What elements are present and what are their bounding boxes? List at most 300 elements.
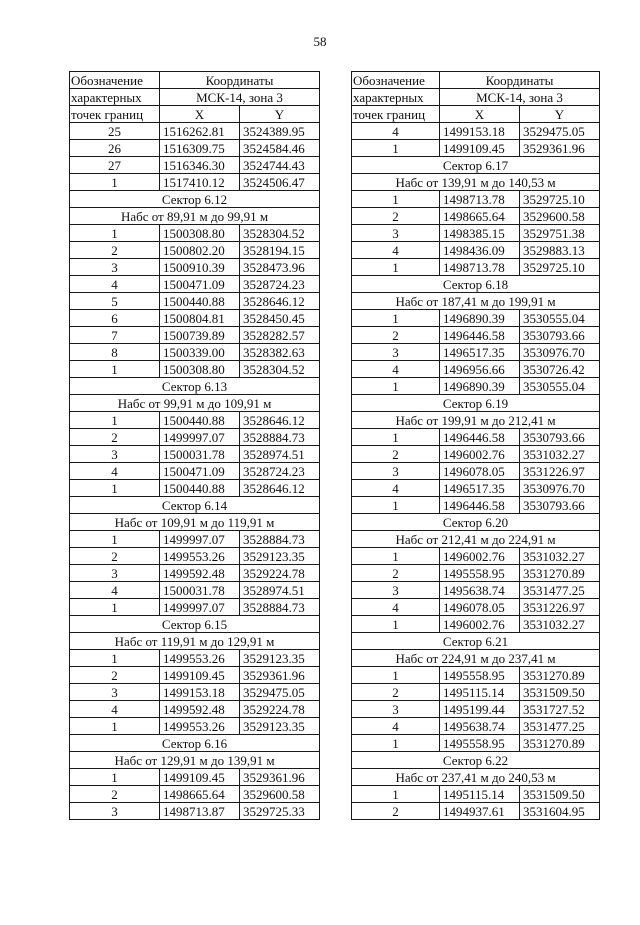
point-id-cell: 2 bbox=[70, 548, 160, 565]
y-coordinate-cell: 3531509.50 bbox=[520, 786, 600, 803]
table-body-left bbox=[70, 123, 320, 820]
point-id-cell: 1 bbox=[352, 735, 440, 752]
table-row bbox=[352, 667, 600, 684]
header-coordinates-line: МСК-14, зона 3 bbox=[160, 89, 320, 106]
y-coordinate-cell: 3528450.45 bbox=[240, 310, 320, 327]
sector-heading: Набс от 224,91 м до 237,41 м bbox=[352, 650, 600, 667]
x-coordinate-cell: 1496446.58 bbox=[440, 497, 520, 514]
table-row bbox=[70, 276, 320, 293]
y-coordinate-cell: 3530555.04 bbox=[520, 378, 600, 395]
table-row bbox=[352, 735, 600, 752]
y-coordinate-cell: 3530793.66 bbox=[520, 497, 600, 514]
header-label-line: Обозначение bbox=[352, 72, 440, 89]
point-id-cell: 4 bbox=[70, 276, 160, 293]
y-coordinate-cell: 3529475.05 bbox=[240, 684, 320, 701]
x-coordinate-cell: 1498713.78 bbox=[440, 191, 520, 208]
y-coordinate-cell: 3531032.27 bbox=[520, 616, 600, 633]
y-coordinate-cell: 3531509.50 bbox=[520, 684, 600, 701]
x-coordinate-cell: 1498713.78 bbox=[440, 259, 520, 276]
point-id-cell: 2 bbox=[352, 327, 440, 344]
table-body-right bbox=[352, 123, 600, 820]
x-coordinate-cell: 1499997.07 bbox=[160, 531, 240, 548]
y-coordinate-cell: 3528646.12 bbox=[240, 293, 320, 310]
table-row bbox=[352, 616, 600, 633]
point-id-cell: 1 bbox=[70, 769, 160, 786]
x-coordinate-cell: 1500440.88 bbox=[160, 480, 240, 497]
y-coordinate-cell: 3531270.89 bbox=[520, 667, 600, 684]
sector-heading: Сектор 6.12 bbox=[70, 191, 320, 208]
y-coordinate-cell: 3531270.89 bbox=[520, 735, 600, 752]
header-coordinates-line: МСК-14, зона 3 bbox=[440, 89, 600, 106]
y-coordinate-cell: 3528646.12 bbox=[240, 412, 320, 429]
y-coordinate-cell: 3524506.47 bbox=[240, 174, 320, 191]
point-id-cell: 1 bbox=[70, 361, 160, 378]
x-coordinate-cell: 1498665.64 bbox=[440, 208, 520, 225]
table-row bbox=[70, 293, 320, 310]
point-id-cell: 1 bbox=[352, 378, 440, 395]
sector-heading: Набс от 129,91 м до 139,91 м bbox=[70, 752, 320, 769]
x-coordinate-cell: 1495115.14 bbox=[440, 684, 520, 701]
point-id-cell: 1 bbox=[70, 412, 160, 429]
header-label-line: характерных bbox=[70, 89, 160, 106]
sector-heading-row bbox=[352, 157, 600, 174]
y-coordinate-cell: 3529725.10 bbox=[520, 191, 600, 208]
table-row bbox=[70, 650, 320, 667]
x-coordinate-cell: 1499592.48 bbox=[160, 565, 240, 582]
x-coordinate-cell: 1494937.61 bbox=[440, 803, 520, 820]
y-coordinate-cell: 3531727.52 bbox=[520, 701, 600, 718]
x-coordinate-cell: 1495558.95 bbox=[440, 565, 520, 582]
x-coordinate-cell: 1500802.20 bbox=[160, 242, 240, 259]
sector-heading-row bbox=[352, 412, 600, 429]
y-coordinate-cell: 3529475.05 bbox=[520, 123, 600, 140]
x-coordinate-cell: 1500308.80 bbox=[160, 225, 240, 242]
table-row bbox=[70, 718, 320, 735]
y-coordinate-cell: 3529725.10 bbox=[520, 259, 600, 276]
table-row bbox=[352, 344, 600, 361]
x-coordinate-cell: 1516346.30 bbox=[160, 157, 240, 174]
y-coordinate-cell: 3529361.96 bbox=[240, 667, 320, 684]
y-coordinate-cell: 3529883.13 bbox=[520, 242, 600, 259]
y-coordinate-cell: 3524389.95 bbox=[240, 123, 320, 140]
table-row bbox=[70, 225, 320, 242]
table-row bbox=[352, 123, 600, 140]
sector-heading: Сектор 6.19 bbox=[352, 395, 600, 412]
sector-heading: Набс от 139,91 м до 140,53 м bbox=[352, 174, 600, 191]
table-row bbox=[352, 548, 600, 565]
y-coordinate-cell: 3529361.96 bbox=[520, 140, 600, 157]
x-coordinate-cell: 1499109.45 bbox=[440, 140, 520, 157]
table-row bbox=[70, 701, 320, 718]
table-row bbox=[70, 531, 320, 548]
point-id-cell: 2 bbox=[70, 242, 160, 259]
point-id-cell: 4 bbox=[352, 480, 440, 497]
x-coordinate-cell: 1500471.09 bbox=[160, 276, 240, 293]
sector-heading: Сектор 6.21 bbox=[352, 633, 600, 650]
header-label-line: точек границ bbox=[352, 106, 440, 123]
y-coordinate-cell: 3524744.43 bbox=[240, 157, 320, 174]
y-coordinate-cell: 3529123.35 bbox=[240, 548, 320, 565]
table-row bbox=[70, 803, 320, 820]
x-coordinate-cell: 1499997.07 bbox=[160, 429, 240, 446]
table-row bbox=[352, 701, 600, 718]
sector-heading-row bbox=[352, 174, 600, 191]
y-coordinate-cell: 3530793.66 bbox=[520, 327, 600, 344]
table-row bbox=[70, 429, 320, 446]
x-coordinate-cell: 1496446.58 bbox=[440, 327, 520, 344]
y-coordinate-cell: 3528724.23 bbox=[240, 463, 320, 480]
point-id-cell: 1 bbox=[352, 497, 440, 514]
x-coordinate-cell: 1496517.35 bbox=[440, 344, 520, 361]
x-coordinate-cell: 1499153.18 bbox=[440, 123, 520, 140]
sector-heading: Набс от 109,91 м до 119,91 м bbox=[70, 514, 320, 531]
point-id-cell: 4 bbox=[352, 599, 440, 616]
x-coordinate-cell: 1496890.39 bbox=[440, 378, 520, 395]
sector-heading: Сектор 6.20 bbox=[352, 514, 600, 531]
table-row bbox=[70, 769, 320, 786]
sector-heading-row bbox=[70, 735, 320, 752]
x-coordinate-cell: 1499553.26 bbox=[160, 650, 240, 667]
table-row bbox=[352, 327, 600, 344]
x-coordinate-cell: 1496446.58 bbox=[440, 429, 520, 446]
point-id-cell: 4 bbox=[70, 463, 160, 480]
sector-heading-row bbox=[352, 752, 600, 769]
sector-heading: Набс от 89,91 м до 99,91 м bbox=[70, 208, 320, 225]
x-coordinate-cell: 1496890.39 bbox=[440, 310, 520, 327]
point-id-cell: 1 bbox=[352, 429, 440, 446]
header-label-line: характерных bbox=[352, 89, 440, 106]
x-coordinate-cell: 1496002.76 bbox=[440, 548, 520, 565]
point-id-cell: 3 bbox=[70, 565, 160, 582]
x-coordinate-cell: 1500471.09 bbox=[160, 463, 240, 480]
y-coordinate-cell: 3528304.52 bbox=[240, 225, 320, 242]
table-row bbox=[70, 242, 320, 259]
point-id-cell: 25 bbox=[70, 123, 160, 140]
table-row bbox=[352, 361, 600, 378]
x-coordinate-cell: 1500308.80 bbox=[160, 361, 240, 378]
y-coordinate-cell: 3531604.95 bbox=[520, 803, 600, 820]
sector-heading-row bbox=[352, 531, 600, 548]
x-coordinate-cell: 1499553.26 bbox=[160, 718, 240, 735]
x-coordinate-cell: 1496078.05 bbox=[440, 463, 520, 480]
table-row bbox=[352, 565, 600, 582]
table-row bbox=[70, 361, 320, 378]
point-id-cell: 2 bbox=[352, 446, 440, 463]
table-row bbox=[70, 565, 320, 582]
x-coordinate-cell: 1500339.00 bbox=[160, 344, 240, 361]
sector-heading: Набс от 199,91 м до 212,41 м bbox=[352, 412, 600, 429]
x-coordinate-cell: 1496517.35 bbox=[440, 480, 520, 497]
table-row bbox=[352, 191, 600, 208]
x-coordinate-cell: 1495558.95 bbox=[440, 735, 520, 752]
table-row bbox=[352, 242, 600, 259]
point-id-cell: 3 bbox=[70, 684, 160, 701]
table-row bbox=[352, 599, 600, 616]
y-coordinate-cell: 3528473.96 bbox=[240, 259, 320, 276]
table-row bbox=[352, 259, 600, 276]
sector-heading: Сектор 6.18 bbox=[352, 276, 600, 293]
point-id-cell: 4 bbox=[70, 582, 160, 599]
point-id-cell: 4 bbox=[70, 701, 160, 718]
sector-heading: Набс от 187,41 м до 199,91 м bbox=[352, 293, 600, 310]
sector-heading: Набс от 212,41 м до 224,91 м bbox=[352, 531, 600, 548]
sector-heading-row bbox=[70, 208, 320, 225]
x-coordinate-cell: 1498385.15 bbox=[440, 225, 520, 242]
sector-heading-row bbox=[352, 769, 600, 786]
header-y: Y bbox=[240, 106, 320, 123]
point-id-cell: 27 bbox=[70, 157, 160, 174]
sector-heading-row bbox=[70, 191, 320, 208]
x-coordinate-cell: 1500031.78 bbox=[160, 582, 240, 599]
sector-heading: Сектор 6.17 bbox=[352, 157, 600, 174]
y-coordinate-cell: 3528974.51 bbox=[240, 446, 320, 463]
point-id-cell: 3 bbox=[352, 225, 440, 242]
sector-heading: Набс от 99,91 м до 109,91 м bbox=[70, 395, 320, 412]
y-coordinate-cell: 3528304.52 bbox=[240, 361, 320, 378]
sector-heading: Сектор 6.16 bbox=[70, 735, 320, 752]
x-coordinate-cell: 1495638.74 bbox=[440, 582, 520, 599]
y-coordinate-cell: 3531226.97 bbox=[520, 463, 600, 480]
y-coordinate-cell: 3529224.78 bbox=[240, 565, 320, 582]
sector-heading-row bbox=[352, 633, 600, 650]
table-row bbox=[352, 463, 600, 480]
x-coordinate-cell: 1500440.88 bbox=[160, 412, 240, 429]
x-coordinate-cell: 1500739.89 bbox=[160, 327, 240, 344]
point-id-cell: 4 bbox=[352, 242, 440, 259]
x-coordinate-cell: 1498665.64 bbox=[160, 786, 240, 803]
y-coordinate-cell: 3530555.04 bbox=[520, 310, 600, 327]
x-coordinate-cell: 1496002.76 bbox=[440, 446, 520, 463]
x-coordinate-cell: 1516262.81 bbox=[160, 123, 240, 140]
table-row bbox=[70, 412, 320, 429]
sector-heading-row bbox=[70, 378, 320, 395]
point-id-cell: 1 bbox=[70, 174, 160, 191]
y-coordinate-cell: 3531477.25 bbox=[520, 582, 600, 599]
x-coordinate-cell: 1500031.78 bbox=[160, 446, 240, 463]
table-row bbox=[352, 140, 600, 157]
y-coordinate-cell: 3529600.58 bbox=[240, 786, 320, 803]
point-id-cell: 1 bbox=[352, 259, 440, 276]
point-id-cell: 3 bbox=[70, 446, 160, 463]
point-id-cell: 1 bbox=[352, 616, 440, 633]
header-x: X bbox=[160, 106, 240, 123]
sector-heading-row bbox=[352, 276, 600, 293]
x-coordinate-cell: 1499592.48 bbox=[160, 701, 240, 718]
point-id-cell: 2 bbox=[70, 786, 160, 803]
table-row bbox=[70, 480, 320, 497]
y-coordinate-cell: 3529600.58 bbox=[520, 208, 600, 225]
point-id-cell: 6 bbox=[70, 310, 160, 327]
table-row bbox=[70, 463, 320, 480]
x-coordinate-cell: 1499553.26 bbox=[160, 548, 240, 565]
point-id-cell: 7 bbox=[70, 327, 160, 344]
y-coordinate-cell: 3528884.73 bbox=[240, 429, 320, 446]
table-row bbox=[352, 378, 600, 395]
header-x: X bbox=[440, 106, 520, 123]
point-id-cell: 1 bbox=[70, 599, 160, 616]
point-id-cell: 8 bbox=[70, 344, 160, 361]
x-coordinate-cell: 1496078.05 bbox=[440, 599, 520, 616]
header-label-line: Обозначение bbox=[70, 72, 160, 89]
point-id-cell: 4 bbox=[352, 123, 440, 140]
y-coordinate-cell: 3528724.23 bbox=[240, 276, 320, 293]
point-id-cell: 1 bbox=[70, 225, 160, 242]
y-coordinate-cell: 3530726.42 bbox=[520, 361, 600, 378]
point-id-cell: 2 bbox=[352, 208, 440, 225]
x-coordinate-cell: 1496002.76 bbox=[440, 616, 520, 633]
point-id-cell: 3 bbox=[70, 259, 160, 276]
table-row bbox=[70, 548, 320, 565]
point-id-cell: 1 bbox=[70, 718, 160, 735]
x-coordinate-cell: 1499109.45 bbox=[160, 769, 240, 786]
y-coordinate-cell: 3531032.27 bbox=[520, 548, 600, 565]
sector-heading-row bbox=[352, 650, 600, 667]
y-coordinate-cell: 3531477.25 bbox=[520, 718, 600, 735]
table-row bbox=[70, 667, 320, 684]
sector-heading-row bbox=[352, 293, 600, 310]
table-row bbox=[70, 140, 320, 157]
y-coordinate-cell: 3529123.35 bbox=[240, 650, 320, 667]
y-coordinate-cell: 3530793.66 bbox=[520, 429, 600, 446]
table-row bbox=[70, 684, 320, 701]
table-row bbox=[70, 259, 320, 276]
sector-heading: Сектор 6.15 bbox=[70, 616, 320, 633]
point-id-cell: 2 bbox=[70, 429, 160, 446]
x-coordinate-cell: 1498713.87 bbox=[160, 803, 240, 820]
x-coordinate-cell: 1498436.09 bbox=[440, 242, 520, 259]
y-coordinate-cell: 3530976.70 bbox=[520, 344, 600, 361]
x-coordinate-cell: 1496956.66 bbox=[440, 361, 520, 378]
sector-heading: Набс от 119,91 м до 129,91 м bbox=[70, 633, 320, 650]
table-row bbox=[70, 582, 320, 599]
point-id-cell: 1 bbox=[352, 191, 440, 208]
point-id-cell: 2 bbox=[352, 684, 440, 701]
y-coordinate-cell: 3531032.27 bbox=[520, 446, 600, 463]
x-coordinate-cell: 1499109.45 bbox=[160, 667, 240, 684]
page-number: 58 bbox=[313, 34, 327, 49]
sector-heading-row bbox=[352, 395, 600, 412]
point-id-cell: 1 bbox=[352, 786, 440, 803]
y-coordinate-cell: 3529361.96 bbox=[240, 769, 320, 786]
header-y: Y bbox=[520, 106, 600, 123]
point-id-cell: 3 bbox=[352, 344, 440, 361]
point-id-cell: 1 bbox=[352, 548, 440, 565]
point-id-cell: 26 bbox=[70, 140, 160, 157]
table-row bbox=[70, 310, 320, 327]
table-row bbox=[70, 344, 320, 361]
table-row bbox=[70, 599, 320, 616]
table-row bbox=[352, 480, 600, 497]
point-id-cell: 5 bbox=[70, 293, 160, 310]
header-coordinates-line: Координаты bbox=[160, 72, 320, 89]
table-row bbox=[352, 208, 600, 225]
x-coordinate-cell: 1495638.74 bbox=[440, 718, 520, 735]
table-row bbox=[352, 718, 600, 735]
header-label-line: точек границ bbox=[70, 106, 160, 123]
table-row bbox=[352, 429, 600, 446]
table-row bbox=[352, 446, 600, 463]
coordinates-table-left bbox=[69, 71, 320, 820]
sector-heading-row bbox=[70, 514, 320, 531]
table-row bbox=[70, 446, 320, 463]
table-row bbox=[70, 327, 320, 344]
x-coordinate-cell: 1499153.18 bbox=[160, 684, 240, 701]
x-coordinate-cell: 1500440.88 bbox=[160, 293, 240, 310]
table-row bbox=[352, 582, 600, 599]
y-coordinate-cell: 3528646.12 bbox=[240, 480, 320, 497]
table-row bbox=[352, 225, 600, 242]
point-id-cell: 2 bbox=[70, 667, 160, 684]
x-coordinate-cell: 1500910.39 bbox=[160, 259, 240, 276]
table-row bbox=[70, 174, 320, 191]
point-id-cell: 2 bbox=[352, 803, 440, 820]
y-coordinate-cell: 3528194.15 bbox=[240, 242, 320, 259]
x-coordinate-cell: 1495199.44 bbox=[440, 701, 520, 718]
point-id-cell: 4 bbox=[352, 718, 440, 735]
point-id-cell: 2 bbox=[352, 565, 440, 582]
y-coordinate-cell: 3529224.78 bbox=[240, 701, 320, 718]
point-id-cell: 3 bbox=[352, 701, 440, 718]
x-coordinate-cell: 1499997.07 bbox=[160, 599, 240, 616]
point-id-cell: 1 bbox=[70, 650, 160, 667]
point-id-cell: 1 bbox=[70, 531, 160, 548]
x-coordinate-cell: 1516309.75 bbox=[160, 140, 240, 157]
point-id-cell: 1 bbox=[70, 480, 160, 497]
y-coordinate-cell: 3529725.33 bbox=[240, 803, 320, 820]
y-coordinate-cell: 3528884.73 bbox=[240, 531, 320, 548]
table-row bbox=[352, 310, 600, 327]
sector-heading-row bbox=[352, 514, 600, 531]
y-coordinate-cell: 3528382.63 bbox=[240, 344, 320, 361]
x-coordinate-cell: 1495558.95 bbox=[440, 667, 520, 684]
sector-heading-row bbox=[70, 497, 320, 514]
table-row bbox=[70, 786, 320, 803]
y-coordinate-cell: 3531270.89 bbox=[520, 565, 600, 582]
point-id-cell: 3 bbox=[70, 803, 160, 820]
table-row bbox=[70, 123, 320, 140]
sector-heading: Сектор 6.22 bbox=[352, 752, 600, 769]
x-coordinate-cell: 1495115.14 bbox=[440, 786, 520, 803]
y-coordinate-cell: 3529123.35 bbox=[240, 718, 320, 735]
coordinates-table-right bbox=[351, 71, 600, 820]
table-row bbox=[352, 803, 600, 820]
y-coordinate-cell: 3531226.97 bbox=[520, 599, 600, 616]
table-row bbox=[352, 497, 600, 514]
x-coordinate-cell: 1500804.81 bbox=[160, 310, 240, 327]
table-row bbox=[352, 786, 600, 803]
y-coordinate-cell: 3528974.51 bbox=[240, 582, 320, 599]
y-coordinate-cell: 3528282.57 bbox=[240, 327, 320, 344]
y-coordinate-cell: 3529751.38 bbox=[520, 225, 600, 242]
point-id-cell: 1 bbox=[352, 667, 440, 684]
sector-heading: Набс от 237,41 м до 240,53 м bbox=[352, 769, 600, 786]
table-row bbox=[70, 157, 320, 174]
point-id-cell: 4 bbox=[352, 361, 440, 378]
sector-heading-row bbox=[70, 616, 320, 633]
y-coordinate-cell: 3528884.73 bbox=[240, 599, 320, 616]
sector-heading: Сектор 6.13 bbox=[70, 378, 320, 395]
y-coordinate-cell: 3524584.46 bbox=[240, 140, 320, 157]
header-coordinates-line: Координаты bbox=[440, 72, 600, 89]
point-id-cell: 1 bbox=[352, 140, 440, 157]
point-id-cell: 3 bbox=[352, 582, 440, 599]
sector-heading-row bbox=[70, 633, 320, 650]
sector-heading-row bbox=[70, 752, 320, 769]
y-coordinate-cell: 3530976.70 bbox=[520, 480, 600, 497]
point-id-cell: 1 bbox=[352, 310, 440, 327]
sector-heading-row bbox=[70, 395, 320, 412]
x-coordinate-cell: 1517410.12 bbox=[160, 174, 240, 191]
